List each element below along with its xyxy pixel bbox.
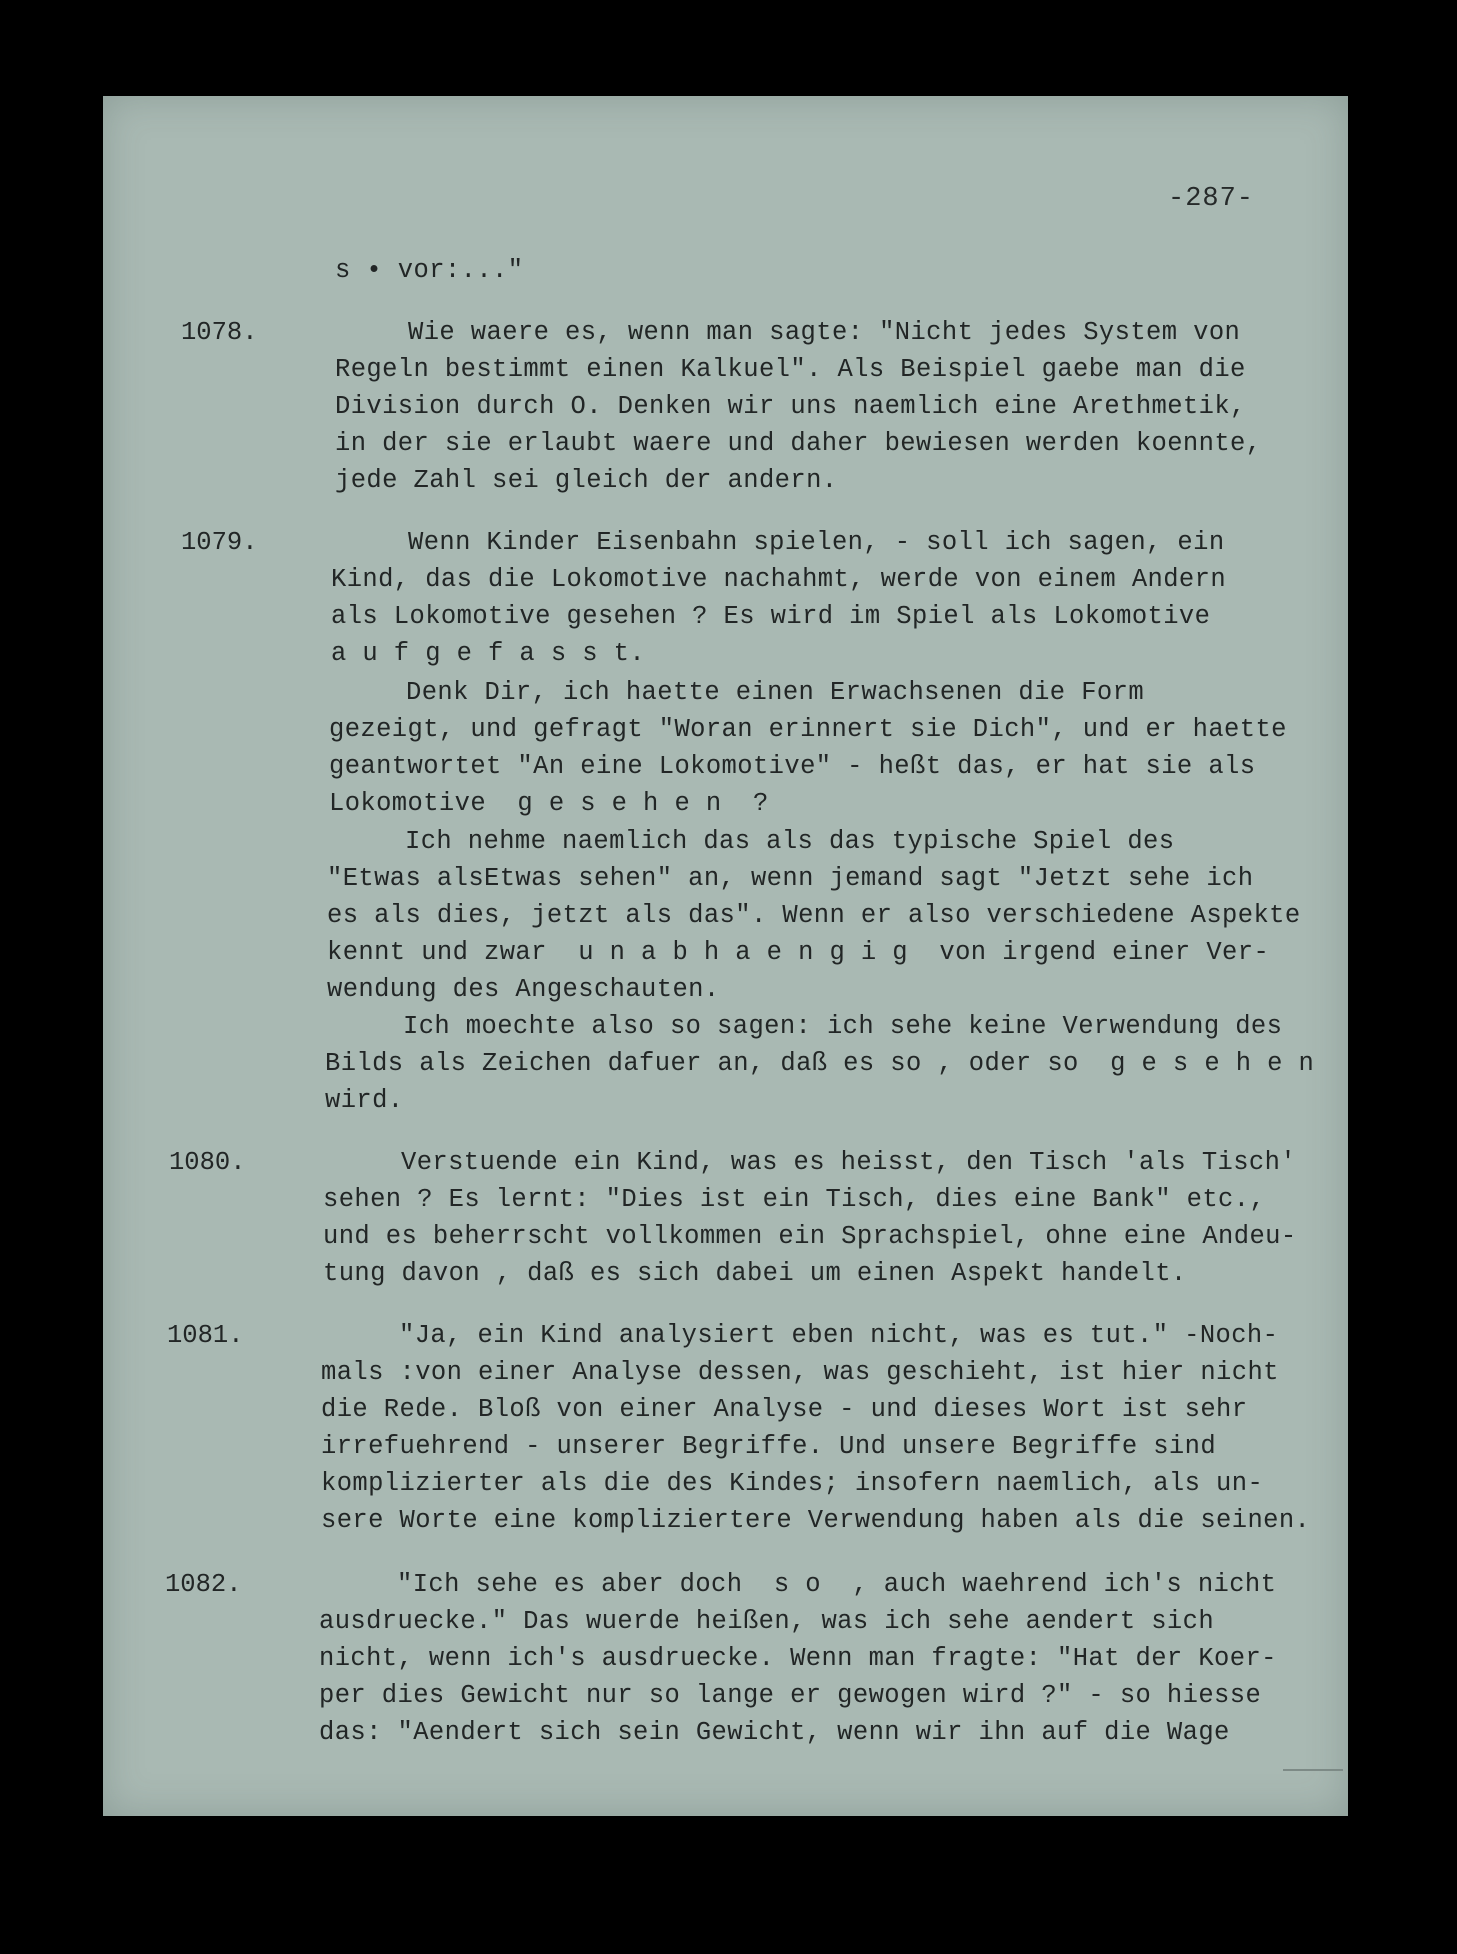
typescript-page	[103, 96, 1348, 1816]
remark-number: 1081.	[167, 1321, 244, 1350]
text-line: Bilds als Zeichen dafuer an, daß es so , oder so g e s e h e n	[325, 1049, 1315, 1078]
text-line: kennt und zwar u n a b h a e n g i g von irgend einer Ver-	[327, 938, 1270, 967]
text-line: a u f g e f a s s t.	[331, 639, 646, 668]
text-line: "Ja, ein Kind analysiert eben nicht, was es tut." -Noch-	[399, 1321, 1279, 1350]
remark-number: 1082.	[165, 1570, 242, 1599]
text-line: jede Zahl sei gleich der andern.	[335, 466, 838, 495]
continuation-line: s • vor:..."	[335, 256, 524, 285]
remark-number: 1080.	[169, 1148, 246, 1177]
text-line: als Lokomotive gesehen ? Es wird im Spiel als Lokomotive	[331, 602, 1211, 631]
text-line: komplizierter als die des Kindes; insofern naemlich, als un-	[321, 1469, 1264, 1498]
text-line: es als dies, jetzt als das". Wenn er also verschiedene Aspekte	[327, 901, 1301, 930]
text-line: irrefuehrend - unserer Begriffe. Und unsere Begriffe sind	[321, 1432, 1217, 1461]
text-line: Ich moechte also so sagen: ich sehe keine Verwendung des	[403, 1012, 1283, 1041]
text-line: "Ich sehe es aber doch s o , auch waehrend ich's nicht	[397, 1570, 1277, 1599]
page-number: -287-	[1168, 184, 1255, 214]
text-line: Ich nehme naemlich das als das typische Spiel des	[405, 827, 1175, 856]
text-line: Division durch O. Denken wir uns naemlich eine Arethmetik,	[335, 392, 1246, 421]
paper-edge-mark	[1283, 1769, 1343, 1771]
text-line: wird.	[325, 1086, 404, 1115]
text-line: Wie waere es, wenn man sagte: "Nicht jedes System von	[408, 318, 1241, 347]
text-line: Kind, das die Lokomotive nachahmt, werde von einem Andern	[331, 565, 1227, 594]
text-line: sehen ? Es lernt: "Dies ist ein Tisch, dies eine Bank" etc.,	[323, 1185, 1266, 1214]
text-line: und es beherrscht vollkommen ein Sprachspiel, ohne eine Andeu-	[323, 1222, 1297, 1251]
text-line: Denk Dir, ich haette einen Erwachsenen die Form	[406, 678, 1145, 707]
text-line: gezeigt, und gefragt "Woran erinnert sie Dich", und er haette	[329, 715, 1287, 744]
text-line: Wenn Kinder Eisenbahn spielen, - soll ich sagen, ein	[408, 528, 1225, 557]
text-line: mals :von einer Analyse dessen, was geschieht, ist hier nicht	[321, 1358, 1279, 1387]
text-line: sere Worte eine kompliziertere Verwendung haben als die seinen.	[321, 1506, 1311, 1535]
text-line: nicht, wenn ich's ausdruecke. Wenn man fragte: "Hat der Koer-	[319, 1644, 1277, 1673]
text-line: tung davon , daß es sich dabei um einen Aspekt handelt.	[323, 1259, 1187, 1288]
text-line: ausdruecke." Das wuerde heißen, was ich sehe aendert sich	[319, 1607, 1215, 1636]
remark-number: 1078.	[181, 318, 258, 347]
text-line: Regeln bestimmt einen Kalkuel". Als Beispiel gaebe man die	[335, 355, 1246, 384]
text-line: das: "Aendert sich sein Gewicht, wenn wir ihn auf die Wage	[319, 1718, 1230, 1747]
text-line: "Etwas alsEtwas sehen" an, wenn jemand sagt "Jetzt sehe ich	[327, 864, 1254, 893]
text-line: geantwortet "An eine Lokomotive" - heßt das, er hat sie als	[329, 752, 1256, 781]
text-line: Lokomotive g e s e h e n ?	[329, 789, 769, 818]
text-line: Verstuende ein Kind, was es heisst, den Tisch 'als Tisch'	[401, 1148, 1297, 1177]
text-line: wendung des Angeschauten.	[327, 975, 720, 1004]
text-line: per dies Gewicht nur so lange er gewogen wird ?" - so hiesse	[319, 1681, 1262, 1710]
text-line: in der sie erlaubt waere und daher bewiesen werden koennte,	[335, 429, 1262, 458]
remark-number: 1079.	[181, 528, 258, 557]
text-line: die Rede. Bloß von einer Analyse - und dieses Wort ist sehr	[321, 1395, 1248, 1424]
